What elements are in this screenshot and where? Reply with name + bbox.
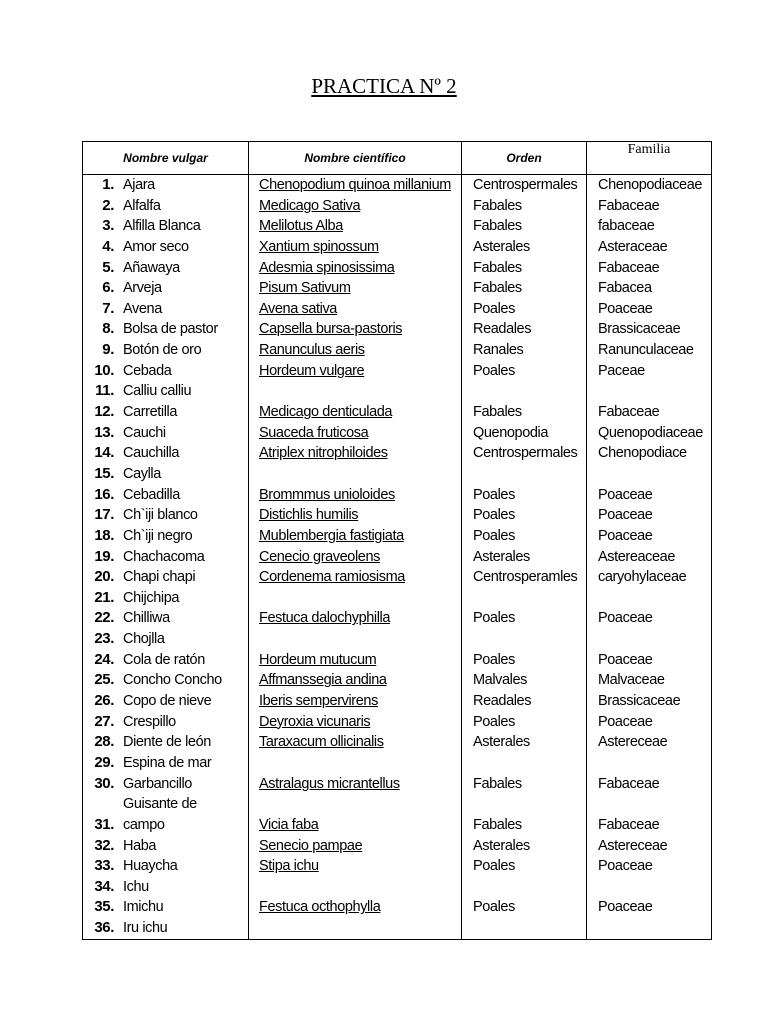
list-item bbox=[83, 897, 248, 918]
familia-cell: Fabacea bbox=[598, 280, 652, 297]
nombre-cientifico-cell bbox=[249, 877, 461, 898]
list-item bbox=[83, 670, 248, 691]
familia-cell: fabaceae bbox=[598, 218, 655, 235]
orden-cell: Poales bbox=[473, 651, 515, 668]
header-orden: Orden bbox=[462, 142, 587, 175]
row-number: 4. bbox=[102, 237, 114, 255]
familia-cell bbox=[587, 877, 711, 898]
nombre-cientifico-cell: Adesmia spinosissima bbox=[259, 259, 395, 276]
familia-cell: Chenopodiaceae bbox=[598, 177, 703, 193]
nombre-vulgar-cell: Alfilla Blanca bbox=[123, 218, 201, 235]
list-item bbox=[83, 774, 248, 795]
nombre-cientifico-cell: Festuca dalochyphilla bbox=[259, 610, 391, 627]
familia-cell bbox=[587, 588, 711, 609]
nombre-cientifico-cell: Atriplex nitrophiloides bbox=[259, 445, 388, 462]
nombre-cientifico-cell: Brommmus unioloides bbox=[259, 486, 395, 503]
nombre-cientifico-cell: Distichlis humilis bbox=[259, 507, 359, 524]
orden-cell: Fabales bbox=[473, 775, 522, 792]
list-item bbox=[83, 237, 248, 258]
familia-cell: Poaceae bbox=[598, 610, 653, 627]
list-item bbox=[83, 547, 248, 568]
list-item bbox=[83, 299, 248, 320]
header-nombre-cientifico: Nombre científico bbox=[249, 142, 462, 175]
column-nombre-vulgar bbox=[83, 175, 249, 940]
familia-cell: caryohylaceae bbox=[598, 569, 687, 586]
row-number: 22. bbox=[94, 609, 114, 627]
nombre-cientifico-cell: Festuca octhophylla bbox=[259, 899, 381, 916]
nombre-vulgar-cell: Caylla bbox=[123, 465, 161, 482]
orden-cell: Centrospermales bbox=[473, 445, 578, 462]
list-item bbox=[83, 567, 248, 588]
nombre-vulgar-cell: Ch`iji blanco bbox=[123, 507, 198, 524]
nombre-vulgar-cell: Guisante de bbox=[123, 796, 197, 813]
row-number: 23. bbox=[94, 630, 114, 648]
familia-cell: Fabaceae bbox=[598, 816, 660, 833]
familia-cell: Poaceae bbox=[598, 300, 653, 317]
nombre-cientifico-cell: Hordeum vulgare bbox=[259, 362, 365, 379]
nombre-vulgar-cell: Amor seco bbox=[123, 238, 189, 255]
row-number: 30. bbox=[94, 774, 114, 792]
nombre-vulgar-cell: Ajara bbox=[123, 177, 155, 193]
list-item bbox=[83, 423, 248, 444]
familia-cell: Poaceae bbox=[598, 858, 653, 875]
orden-cell: Poales bbox=[473, 300, 515, 317]
orden-cell: Poales bbox=[473, 713, 515, 730]
row-number: 19. bbox=[94, 547, 114, 565]
orden-cell: Poales bbox=[473, 507, 515, 524]
row-number: 8. bbox=[102, 320, 114, 338]
nombre-vulgar-cell: Concho Concho bbox=[123, 672, 222, 689]
nombre-vulgar-cell: Arveja bbox=[123, 280, 162, 297]
nombre-vulgar-cell: Calliu calliu bbox=[123, 383, 192, 400]
orden-cell: Poales bbox=[473, 527, 515, 544]
list-item bbox=[83, 650, 248, 671]
row-number: 27. bbox=[94, 712, 114, 730]
orden-cell: Asterales bbox=[473, 548, 530, 565]
familia-cell: Fabaceae bbox=[598, 197, 660, 214]
familia-cell: Paceae bbox=[598, 362, 645, 379]
nombre-cientifico-cell: Cenecio graveolens bbox=[259, 548, 380, 565]
orden-cell: Fabales bbox=[473, 259, 522, 276]
row-number: 26. bbox=[94, 692, 114, 710]
column-nombre-cientifico bbox=[249, 175, 462, 940]
row-number: 17. bbox=[94, 506, 114, 524]
nombre-vulgar-cell: Cebada bbox=[123, 362, 172, 379]
column-orden bbox=[462, 175, 587, 940]
nombre-vulgar-cell: Chijchipa bbox=[123, 589, 180, 606]
orden-cell: Fabales bbox=[473, 197, 522, 214]
nombre-cientifico-cell bbox=[249, 794, 461, 815]
orden-cell: Fabales bbox=[473, 218, 522, 235]
list-item bbox=[83, 691, 248, 712]
nombre-cientifico-cell bbox=[249, 753, 461, 774]
nombre-cientifico-cell bbox=[249, 381, 461, 402]
row-number: 5. bbox=[102, 258, 114, 276]
nombre-vulgar-cell: Cola de ratón bbox=[123, 651, 205, 668]
orden-cell bbox=[462, 588, 586, 609]
familia-cell: Malvaceae bbox=[598, 672, 665, 689]
list-item bbox=[83, 918, 248, 939]
table-header-row bbox=[83, 142, 712, 175]
row-number: 35. bbox=[94, 898, 114, 916]
nombre-vulgar-cell: Imichu bbox=[123, 899, 164, 916]
familia-cell bbox=[587, 464, 711, 485]
familia-cell: Fabaceae bbox=[598, 404, 660, 421]
nombre-cientifico-cell: Senecio pampae bbox=[259, 837, 363, 854]
list-item bbox=[83, 319, 248, 340]
orden-cell: Poales bbox=[473, 362, 515, 379]
row-number: 16. bbox=[94, 485, 114, 503]
table-body-row bbox=[83, 175, 712, 940]
row-number: 3. bbox=[102, 217, 114, 235]
row-number: 24. bbox=[94, 650, 114, 668]
nombre-cientifico-cell: Deyroxia vicunaris bbox=[259, 713, 371, 730]
orden-cell: Centrospermales bbox=[473, 177, 578, 193]
orden-cell: Asterales bbox=[473, 837, 530, 854]
nombre-vulgar-cell: Iru ichu bbox=[123, 920, 168, 937]
list-item bbox=[83, 712, 248, 733]
nombre-vulgar-cell: Diente de león bbox=[123, 734, 211, 751]
list-item bbox=[83, 794, 248, 815]
row-number: 15. bbox=[94, 464, 114, 482]
familia-cell: Poaceae bbox=[598, 899, 653, 916]
nombre-vulgar-cell: Cauchi bbox=[123, 424, 166, 441]
row-number: 12. bbox=[94, 403, 114, 421]
row-number: 1. bbox=[102, 176, 114, 193]
row-number: 31. bbox=[94, 815, 114, 833]
familia-cell: Chenopodiace bbox=[598, 445, 687, 462]
nombre-cientifico-cell bbox=[249, 629, 461, 650]
orden-cell: Fabales bbox=[473, 280, 522, 297]
row-number: 7. bbox=[102, 299, 114, 317]
header-nombre-vulgar: Nombre vulgar bbox=[83, 142, 249, 175]
orden-cell bbox=[462, 918, 586, 939]
row-number: 32. bbox=[94, 836, 114, 854]
plants-table bbox=[82, 141, 712, 940]
nombre-vulgar-cell: Bolsa de pastor bbox=[123, 321, 218, 338]
familia-cell: Brassicaceae bbox=[598, 693, 681, 710]
nombre-cientifico-cell: Hordeum mutucum bbox=[259, 651, 377, 668]
familia-cell: Poaceae bbox=[598, 527, 653, 544]
row-number: 10. bbox=[94, 361, 114, 379]
nombre-cientifico-cell: Pisum Sativum bbox=[259, 280, 351, 297]
row-number: 6. bbox=[102, 279, 114, 297]
nombre-vulgar-cell: Haba bbox=[123, 837, 157, 854]
familia-cell bbox=[587, 753, 711, 774]
nombre-vulgar-cell: Botón de oro bbox=[123, 342, 202, 359]
row-number: 13. bbox=[94, 423, 114, 441]
row-number: 36. bbox=[94, 919, 114, 937]
row-number: 9. bbox=[102, 341, 114, 359]
orden-cell: Fabales bbox=[473, 404, 522, 421]
nombre-cientifico-cell: Mublembergia fastigiata bbox=[259, 527, 404, 544]
nombre-vulgar-cell: Chachacoma bbox=[123, 548, 205, 565]
orden-cell: Poales bbox=[473, 899, 515, 916]
nombre-vulgar-cell: Huaycha bbox=[123, 858, 178, 875]
familia-cell bbox=[587, 918, 711, 939]
familia-cell: Quenopodiaceae bbox=[598, 424, 703, 441]
column-familia bbox=[587, 175, 712, 940]
nombre-cientifico-cell: Vicia faba bbox=[259, 816, 319, 833]
row-number: 33. bbox=[94, 857, 114, 875]
row-number: 21. bbox=[94, 588, 114, 606]
orden-cell bbox=[462, 794, 586, 815]
nombre-vulgar-cell: Crespillo bbox=[123, 713, 176, 730]
list-item bbox=[83, 856, 248, 877]
nombre-cientifico-cell: Melilotus Alba bbox=[259, 218, 343, 235]
familia-cell: Poaceae bbox=[598, 651, 653, 668]
orden-cell: Readales bbox=[473, 321, 532, 338]
list-item bbox=[83, 485, 248, 506]
nombre-vulgar-cell: Garbancillo bbox=[123, 775, 192, 792]
nombre-vulgar-cell: Copo de nieve bbox=[123, 693, 212, 710]
orden-cell bbox=[462, 877, 586, 898]
orden-cell: Malvales bbox=[473, 672, 528, 689]
familia-cell bbox=[587, 794, 711, 815]
row-number: 34. bbox=[94, 877, 114, 895]
familia-cell: Astereceae bbox=[598, 734, 668, 751]
row-number: 25. bbox=[94, 671, 114, 689]
nombre-cientifico-cell: Medicago Sativa bbox=[259, 197, 361, 214]
orden-cell: Centrosperamles bbox=[473, 569, 578, 586]
nombre-cientifico-cell: Iberis sempervirens bbox=[259, 693, 378, 710]
row-number: 18. bbox=[94, 526, 114, 544]
row-number: 14. bbox=[94, 444, 114, 462]
familia-cell: Poaceae bbox=[598, 486, 653, 503]
list-item bbox=[83, 629, 248, 650]
header-familia: Familia bbox=[587, 142, 712, 175]
row-number: 11. bbox=[95, 382, 114, 400]
nombre-vulgar-cell: Espina de mar bbox=[123, 754, 212, 771]
nombre-vulgar-cell: Chapi chapi bbox=[123, 569, 196, 586]
familia-cell: Fabaceae bbox=[598, 259, 660, 276]
orden-cell: Asterales bbox=[473, 238, 530, 255]
list-item bbox=[83, 278, 248, 299]
nombre-vulgar-cell: Chojlla bbox=[123, 631, 165, 648]
nombre-vulgar-cell: Carretilla bbox=[123, 404, 178, 421]
nombre-vulgar-cell: campo bbox=[123, 816, 165, 833]
list-item bbox=[83, 340, 248, 361]
nombre-cientifico-cell: Taraxacum ollicinalis bbox=[259, 734, 384, 751]
list-item bbox=[83, 216, 248, 237]
orden-cell bbox=[462, 629, 586, 650]
nombre-vulgar-cell: Ichu bbox=[123, 878, 149, 895]
nombre-cientifico-cell: Astralagus micrantellus bbox=[259, 775, 400, 792]
orden-cell: Poales bbox=[473, 486, 515, 503]
nombre-cientifico-cell bbox=[249, 588, 461, 609]
row-number: 29. bbox=[94, 753, 114, 771]
nombre-cientifico-cell: Medicago denticulada bbox=[259, 404, 393, 421]
list-item bbox=[83, 402, 248, 423]
orden-cell: Poales bbox=[473, 610, 515, 627]
nombre-cientifico-cell: Capsella bursa-pastoris bbox=[259, 321, 403, 338]
page-title: PRACTICA Nº 2 bbox=[311, 74, 457, 98]
nombre-vulgar-cell: Ch`iji negro bbox=[123, 527, 193, 544]
orden-cell: Fabales bbox=[473, 816, 522, 833]
list-item bbox=[83, 175, 248, 196]
orden-cell bbox=[462, 381, 586, 402]
list-item bbox=[83, 196, 248, 217]
nombre-cientifico-cell: Ranunculus aeris bbox=[259, 342, 365, 359]
nombre-vulgar-cell: Chilliwa bbox=[123, 610, 170, 627]
list-item bbox=[83, 361, 248, 382]
orden-cell: Quenopodia bbox=[473, 424, 549, 441]
familia-cell bbox=[587, 381, 711, 402]
nombre-cientifico-cell: Stipa ichu bbox=[259, 858, 319, 875]
list-item bbox=[83, 464, 248, 485]
familia-cell: Astereaceae bbox=[598, 548, 676, 565]
familia-cell: Poaceae bbox=[598, 713, 653, 730]
nombre-vulgar-cell: Cebadilla bbox=[123, 486, 180, 503]
list-item bbox=[83, 258, 248, 279]
nombre-vulgar-cell: Alfalfa bbox=[123, 197, 161, 214]
list-item bbox=[83, 381, 248, 402]
row-number: 2. bbox=[102, 196, 114, 214]
nombre-cientifico-cell: Xantium spinossum bbox=[259, 238, 379, 255]
nombre-cientifico-cell: Suaceda fruticosa bbox=[259, 424, 369, 441]
orden-cell bbox=[462, 753, 586, 774]
familia-cell: Fabaceae bbox=[598, 775, 660, 792]
familia-cell: Asteraceae bbox=[598, 238, 668, 255]
list-item bbox=[83, 836, 248, 857]
nombre-cientifico-cell bbox=[249, 464, 461, 485]
list-item bbox=[83, 588, 248, 609]
nombre-cientifico-cell: Chenopodium quinoa millanium bbox=[259, 177, 451, 193]
familia-cell: Poaceae bbox=[598, 507, 653, 524]
familia-cell bbox=[587, 629, 711, 650]
orden-cell: Asterales bbox=[473, 734, 530, 751]
nombre-cientifico-cell: Avena sativa bbox=[259, 300, 337, 317]
list-item bbox=[83, 505, 248, 526]
familia-cell: Ranunculaceae bbox=[598, 342, 694, 359]
orden-cell: Readales bbox=[473, 693, 532, 710]
list-item bbox=[83, 608, 248, 629]
familia-cell: Brassicaceae bbox=[598, 321, 681, 338]
nombre-vulgar-cell: Avena bbox=[123, 300, 162, 317]
nombre-cientifico-cell bbox=[249, 918, 461, 939]
row-number: 20. bbox=[94, 568, 114, 586]
familia-cell: Astereceae bbox=[598, 837, 668, 854]
nombre-vulgar-cell: Cauchilla bbox=[123, 445, 180, 462]
list-item bbox=[83, 753, 248, 774]
list-item bbox=[83, 732, 248, 753]
nombre-vulgar-cell: Añawaya bbox=[123, 259, 180, 276]
list-item bbox=[83, 877, 248, 898]
orden-cell: Poales bbox=[473, 858, 515, 875]
list-item bbox=[83, 443, 248, 464]
list-item bbox=[83, 815, 248, 836]
nombre-cientifico-cell: Cordenema ramiosisma bbox=[259, 569, 405, 586]
orden-cell: Ranales bbox=[473, 342, 524, 359]
list-item bbox=[83, 526, 248, 547]
nombre-cientifico-cell: Affmanssegia andina bbox=[259, 672, 387, 689]
row-number: 28. bbox=[94, 733, 114, 751]
orden-cell bbox=[462, 464, 586, 485]
